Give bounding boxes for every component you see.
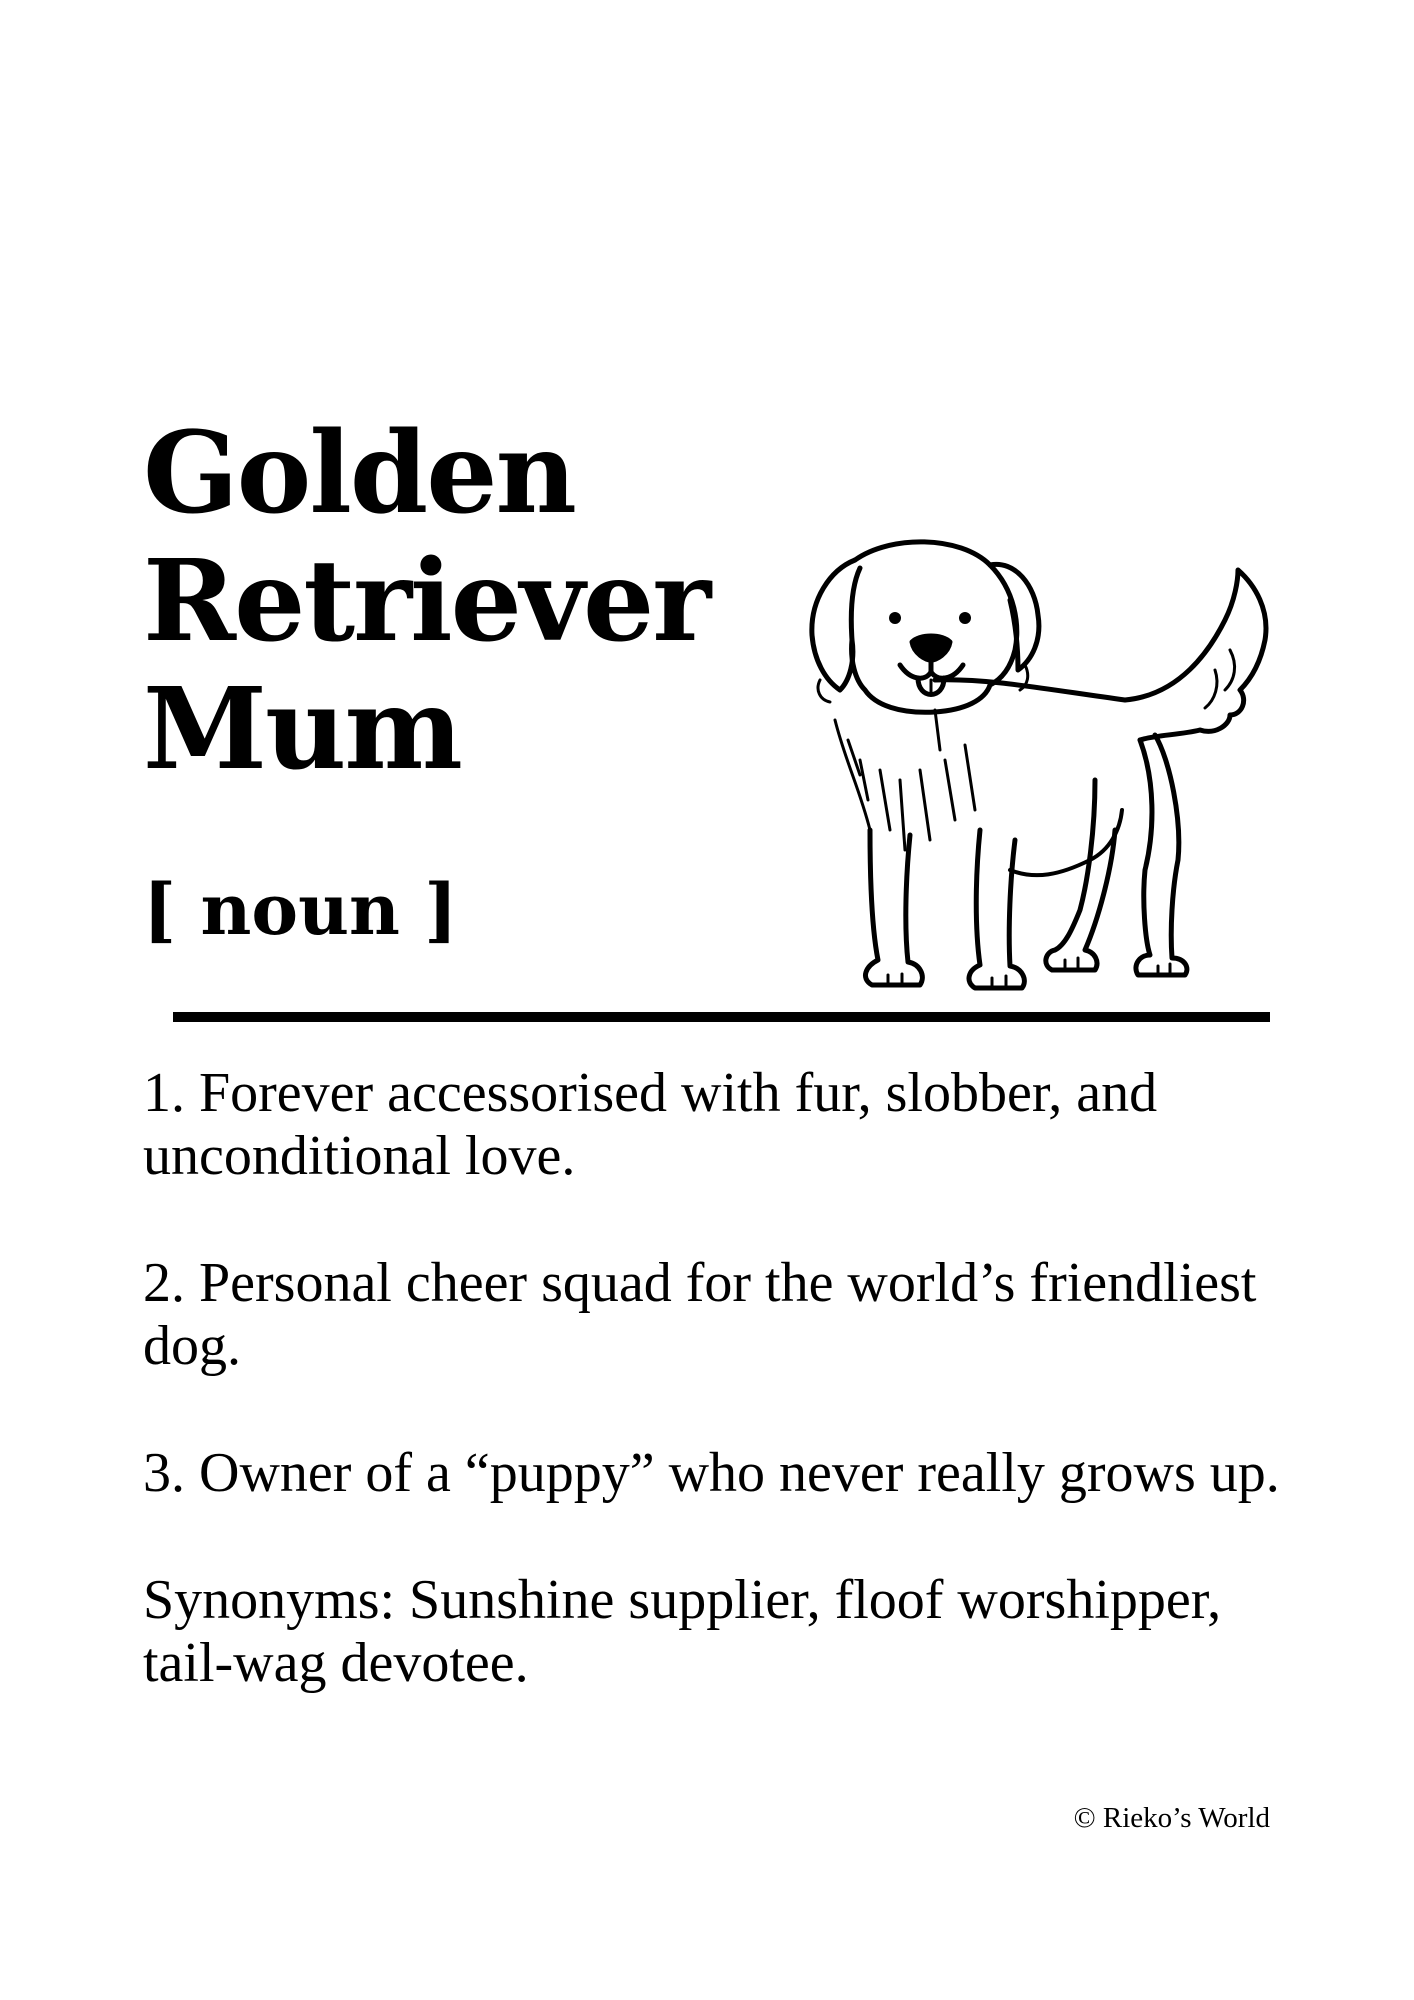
golden-retriever-dog-icon (760, 530, 1300, 1015)
ground-divider-line (173, 1012, 1270, 1022)
title-line-retriever: Retriever (143, 536, 710, 667)
synonyms: Synonyms: Sunshine supplier, floof worshipper, tail-wag devotee. (143, 1569, 1222, 1694)
definitions-list (143, 1062, 1323, 1759)
title-line-golden: Golden (143, 408, 575, 539)
part-of-speech: [ noun ] (143, 868, 458, 951)
page-title (143, 410, 709, 794)
definition-2: 2. Personal cheer squad for the world’s friendliest dog. (143, 1252, 1257, 1377)
definition-1: 1. Forever accessorised with fur, slobber, and unconditional love. (143, 1062, 1158, 1187)
copyright-notice: © Rieko’s World (1073, 1802, 1270, 1834)
title-line-mum: Mum (143, 664, 461, 795)
definition-3: 3. Owner of a “puppy” who never really grows up. (143, 1442, 1280, 1504)
